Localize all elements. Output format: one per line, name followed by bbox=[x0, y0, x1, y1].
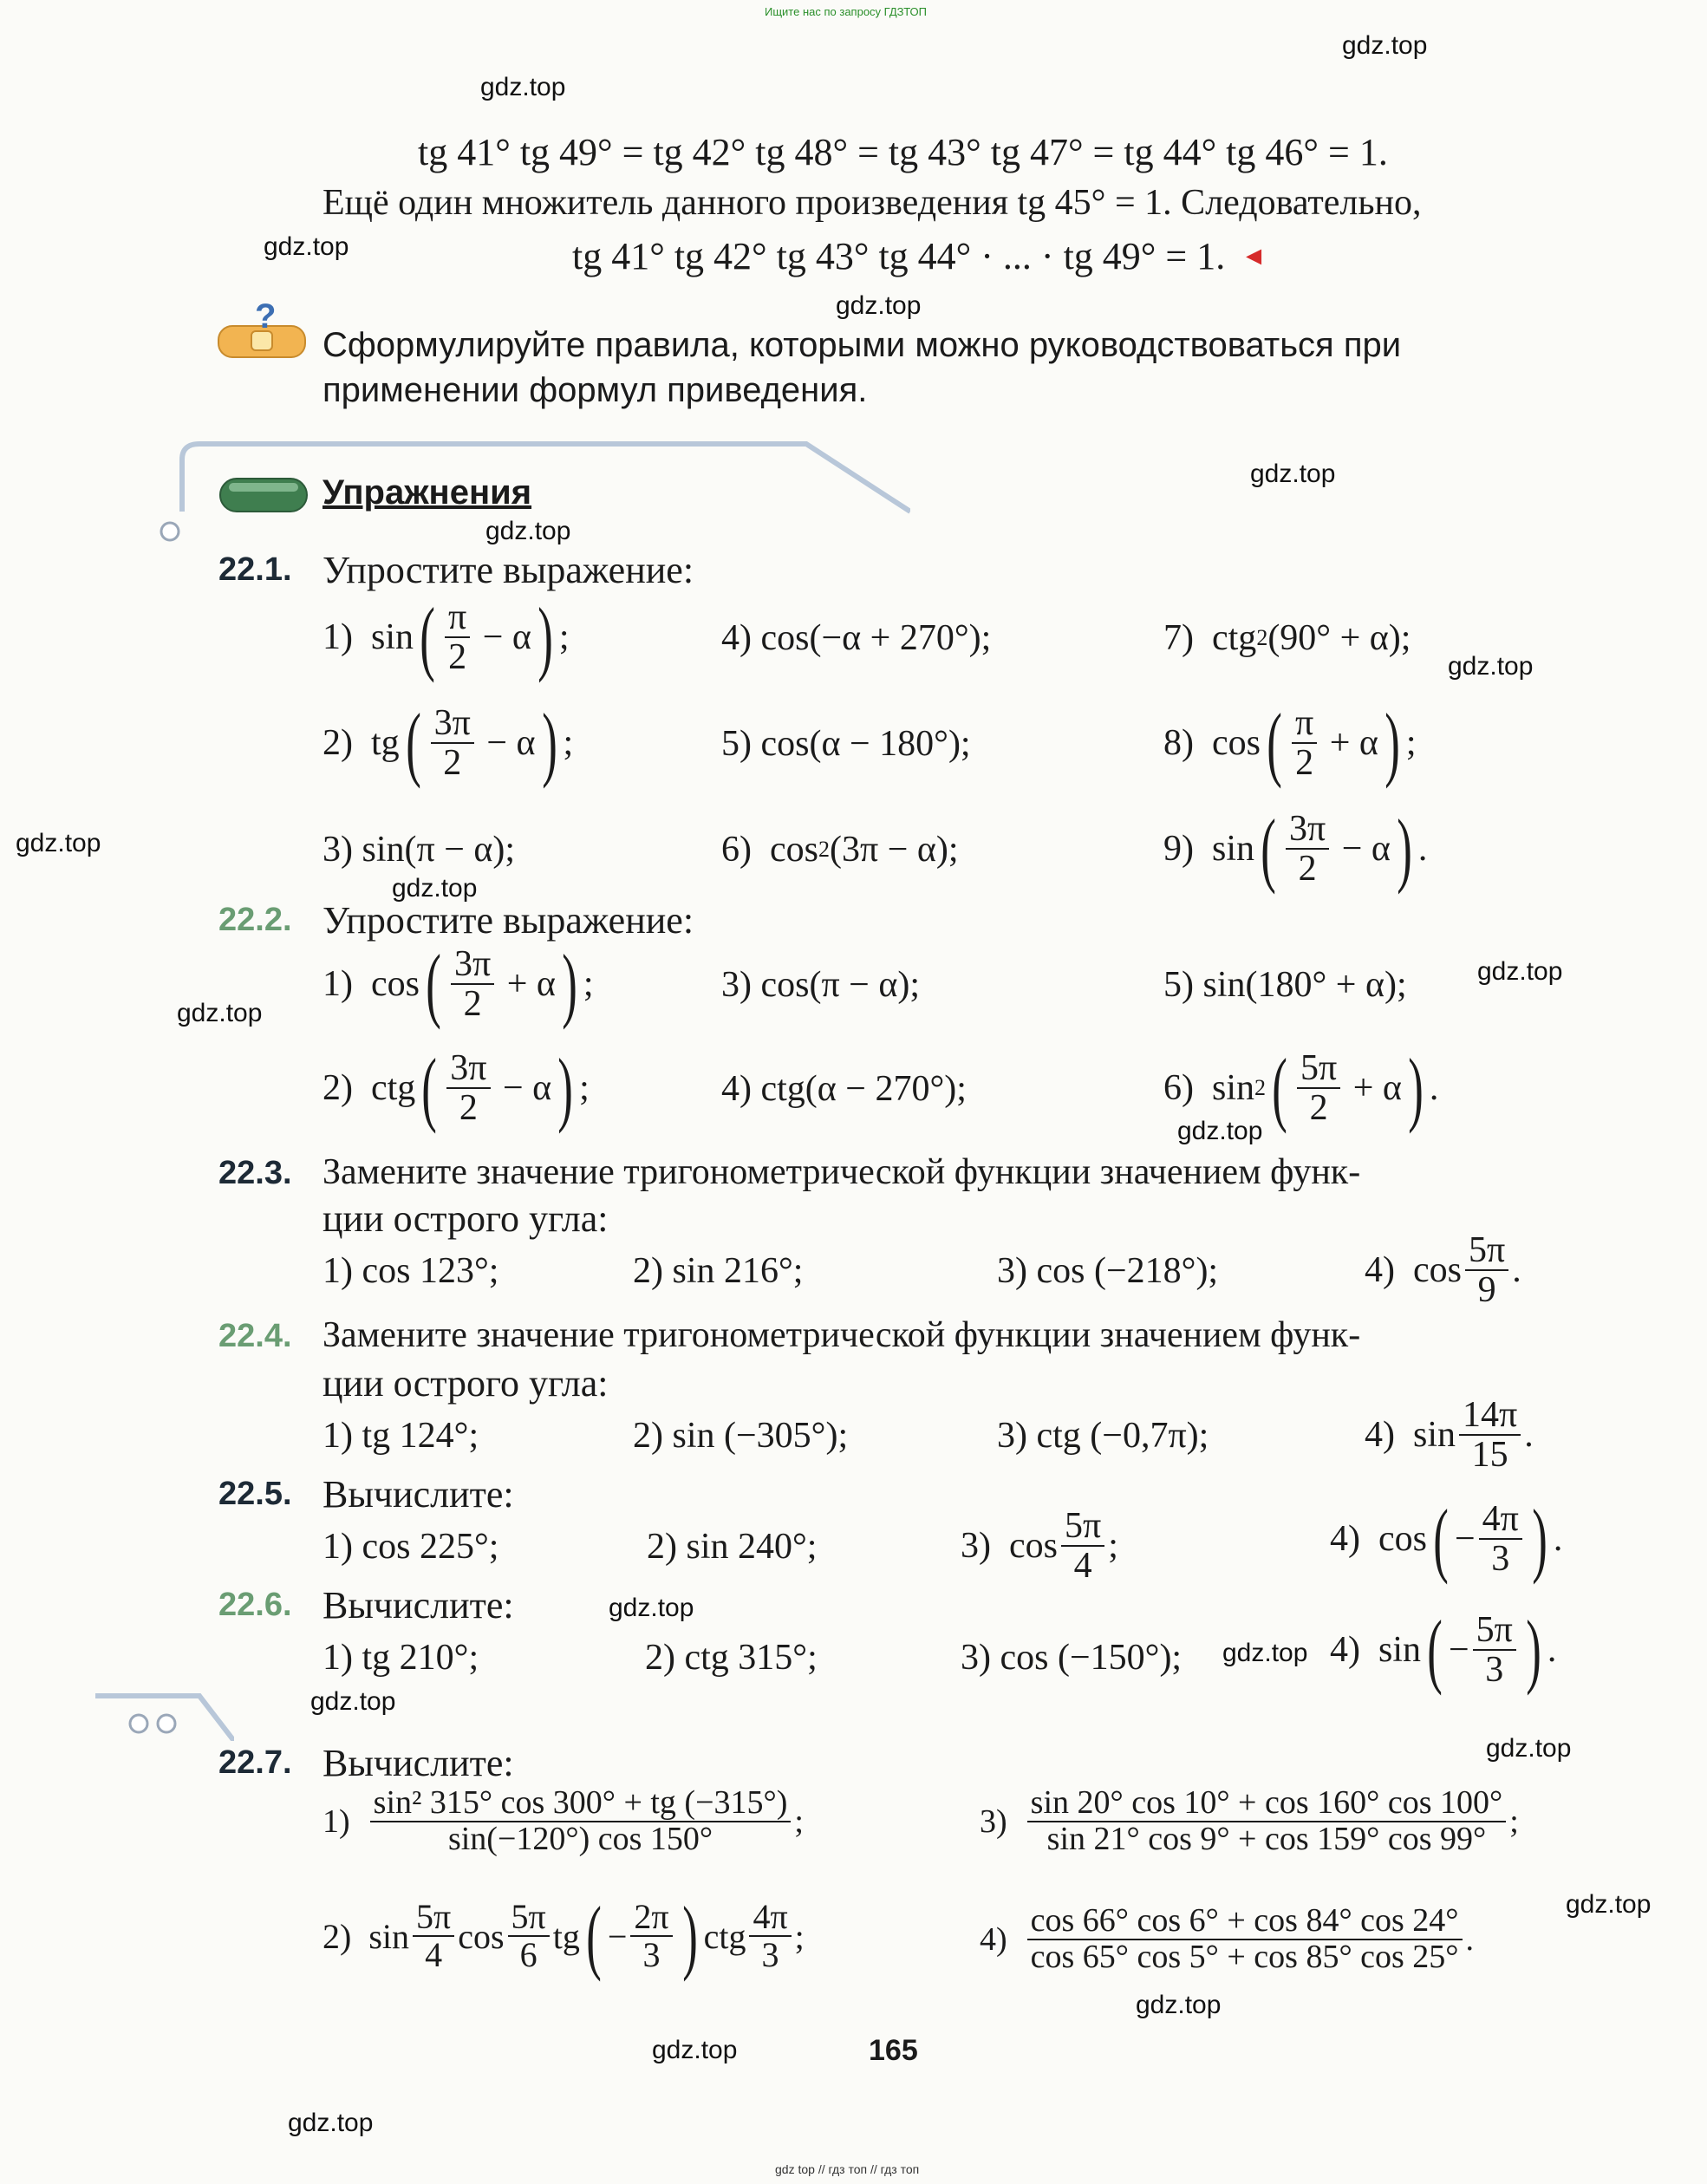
exercise-22-3-line-2: ции острого угла: bbox=[323, 1197, 609, 1240]
exercise-22-3-line-1: Замените значение тригонометрической функции значением функ- bbox=[323, 1152, 1361, 1192]
exercise-22-6-title: Вычислите: bbox=[323, 1584, 514, 1627]
ex22-5-item-3: 3) cos $\frac{5\pi}{4}$ ; bbox=[961, 1506, 1118, 1587]
watermark: gdz.top bbox=[1477, 957, 1563, 986]
ex22-3-item-4: 4) cos $\frac{5\pi}{9}$ . bbox=[1365, 1230, 1521, 1311]
ex22-7-item-4: 4) $\frac{\cos 66^\circ \cos 6^\circ + \cos 84^\circ \cos 24^\circ}{\cos 65^\circ \cos 5^\circ + \cos 85^\circ \cos 25^\circ}$ . bbox=[980, 1902, 1474, 1975]
watermark: gdz.top bbox=[288, 2109, 374, 2137]
ex22-7-item-3: 3) $\frac{\sin 20^\circ \cos 10^\circ + \cos 160^\circ \cos 100^\circ}{\sin 21^\circ \cos 9^\circ + \cos 159^\circ \cos 99^\circ}$ ; bbox=[980, 1784, 1519, 1857]
page-number: 165 bbox=[869, 2034, 918, 2067]
watermark: gdz.top bbox=[1448, 652, 1534, 681]
exercise-22-5-number: 22.5. bbox=[218, 1476, 292, 1512]
ex22-6-item-2: 2) ctg 315°; bbox=[645, 1638, 818, 1678]
watermark: gdz.top bbox=[310, 1687, 396, 1716]
ex22-7-item-1: 1) $\frac{\text{sin² 315° cos 300° + tg (−315°)}}{\sin(-120^\circ) \cos 150^\circ}$ ; bbox=[323, 1784, 804, 1857]
top-note: Ищите нас по запросу ГДЗТОП bbox=[765, 5, 928, 18]
exercise-22-3-number: 22.3. bbox=[218, 1155, 292, 1191]
watermark: gdz.top bbox=[1566, 1890, 1652, 1919]
watermark: gdz.top bbox=[392, 874, 478, 903]
exercise-22-2-title: Упростите выражение: bbox=[323, 899, 694, 942]
ex22-1-item-9: 9) sin ( $\frac{3\pi}{2}$ − α ) . bbox=[1163, 801, 1428, 895]
watermark: gdz.top bbox=[480, 73, 566, 101]
footer-note: gdz top // гдз топ // гдз топ bbox=[775, 2162, 920, 2176]
ex22-3-item-2: 2) sin 216°; bbox=[633, 1251, 804, 1291]
watermark: gdz.top bbox=[1250, 460, 1336, 488]
difficulty-marker bbox=[95, 1689, 234, 1741]
exercise-22-4-line-2: ции острого угла: bbox=[323, 1362, 609, 1405]
ex22-3-item-3: 3) cos (−218°); bbox=[997, 1251, 1219, 1291]
ex22-6-item-4: 4) sin ( − $\frac{5\pi}{3}$ ) . bbox=[1330, 1602, 1557, 1696]
watermark: gdz.top bbox=[16, 829, 101, 857]
ex22-1-item-5: 5) cos(α − 180°); bbox=[721, 724, 971, 764]
ex22-6-item-3: 3) cos (−150°); bbox=[961, 1638, 1183, 1678]
watermark: gdz.top bbox=[264, 232, 349, 261]
exercise-22-1-number: 22.1. bbox=[218, 551, 292, 588]
ex22-2-item-4: 4) ctg(α − 270°); bbox=[721, 1069, 967, 1109]
ex22-1-item-6: 6) cos 2 (3π − α); bbox=[721, 830, 959, 870]
watermark: gdz.top bbox=[1136, 1991, 1222, 2019]
ex22-4-item-2: 2) sin (−305°); bbox=[633, 1416, 849, 1456]
exercise-22-7-number: 22.7. bbox=[218, 1744, 292, 1781]
ex22-2-item-5: 5) sin(180° + α); bbox=[1163, 965, 1407, 1005]
end-of-proof-icon: ◄ bbox=[1241, 241, 1267, 271]
ex22-6-item-1: 1) tg 210°; bbox=[323, 1638, 479, 1678]
intro-line-2: Ещё один множитель данного произведения tg 45° = 1. Следовательно, bbox=[323, 183, 1422, 223]
question-line-2: применении формул приведения. bbox=[323, 371, 868, 409]
ex22-1-item-8: 8) cos ( $\frac{\pi}{2}$ + α ) ; bbox=[1163, 695, 1417, 789]
ex22-7-item-2: 2) sin $\frac{5\pi}{4}$ cos $\frac{5\pi}{6}$ tg ( − $\frac{2\pi}{3}$ ) ctg $\frac{4\pi}{3}$ ; bbox=[323, 1888, 805, 1982]
question-line-1: Сформулируйте правила, которыми можно руководствоваться при bbox=[323, 326, 1402, 364]
question-icon bbox=[217, 302, 309, 371]
ex22-2-item-2: 2) ctg ( $\frac{3\pi}{2}$ − α ) ; bbox=[323, 1040, 590, 1134]
ex22-1-item-2: 2) tg ( $\frac{3\pi}{2}$ − α ) ; bbox=[323, 695, 574, 789]
exercise-22-6-number: 22.6. bbox=[218, 1587, 292, 1623]
watermark: gdz.top bbox=[652, 2036, 738, 2064]
watermark: gdz.top bbox=[1222, 1639, 1308, 1667]
ex22-2-item-6: 6) sin 2 ( $\frac{5\pi}{2}$ + α ) . bbox=[1163, 1040, 1439, 1134]
svg-text:?: ? bbox=[255, 302, 277, 336]
ex22-4-item-3: 3) ctg (−0,7π); bbox=[997, 1416, 1209, 1456]
watermark: gdz.top bbox=[1486, 1734, 1572, 1763]
ex22-2-item-1: 1) cos ( $\frac{3\pi}{2}$ + α ) ; bbox=[323, 936, 594, 1030]
watermark: gdz.top bbox=[1342, 31, 1428, 60]
intro-line-3-text: tg 41° tg 42° tg 43° tg 44° · ... · tg 49° = 1. bbox=[572, 235, 1226, 277]
exercise-22-4-line-1: Замените значение тригонометрической функции значением функ- bbox=[323, 1315, 1361, 1355]
ex22-5-item-1: 1) cos 225°; bbox=[323, 1527, 499, 1567]
exercise-22-5-title: Вычислите: bbox=[323, 1473, 514, 1516]
ex22-1-item-4: 4) cos(−α + 270°); bbox=[721, 618, 992, 658]
section-title: Упражнения bbox=[323, 473, 532, 512]
ex22-4-item-4: 4) sin $\frac{14\pi}{15}$ . bbox=[1365, 1395, 1534, 1476]
intro-line-1: tg 41° tg 49° = tg 42° tg 48° = tg 43° tg 47° = tg 44° tg 46° = 1. bbox=[418, 131, 1388, 173]
intro-line-3 bbox=[572, 234, 1267, 278]
ex22-5-item-2: 2) sin 240°; bbox=[647, 1527, 818, 1567]
watermark: gdz.top bbox=[485, 517, 571, 545]
ex22-4-item-1: 1) tg 124°; bbox=[323, 1416, 479, 1456]
exercise-22-2-number: 22.2. bbox=[218, 902, 292, 938]
watermark: gdz.top bbox=[1177, 1117, 1263, 1145]
exercise-22-1-title: Упростите выражение: bbox=[323, 549, 694, 591]
exercise-22-4-number: 22.4. bbox=[218, 1318, 292, 1354]
ex22-3-item-1: 1) cos 123°; bbox=[323, 1251, 499, 1291]
ex22-2-item-3: 3) cos(π − α); bbox=[721, 965, 921, 1005]
exercise-22-7-title: Вычислите: bbox=[323, 1742, 514, 1784]
ex22-1-item-7: 7) ctg 2 (90° + α); bbox=[1163, 618, 1411, 658]
section-icon bbox=[218, 477, 309, 513]
watermark: gdz.top bbox=[177, 999, 263, 1027]
ex22-1-item-3: 3) sin(π − α); bbox=[323, 830, 516, 870]
watermark bbox=[1020, 2159, 1022, 2160]
ex22-5-item-4: 4) cos ( − $\frac{4\pi}{3}$ ) . bbox=[1330, 1491, 1563, 1585]
watermark: gdz.top bbox=[609, 1594, 694, 1622]
ex22-1-item-1: 1) sin ( $\frac{\pi}{2}$ − α ) ; bbox=[323, 590, 570, 683]
watermark: gdz.top bbox=[836, 291, 922, 320]
